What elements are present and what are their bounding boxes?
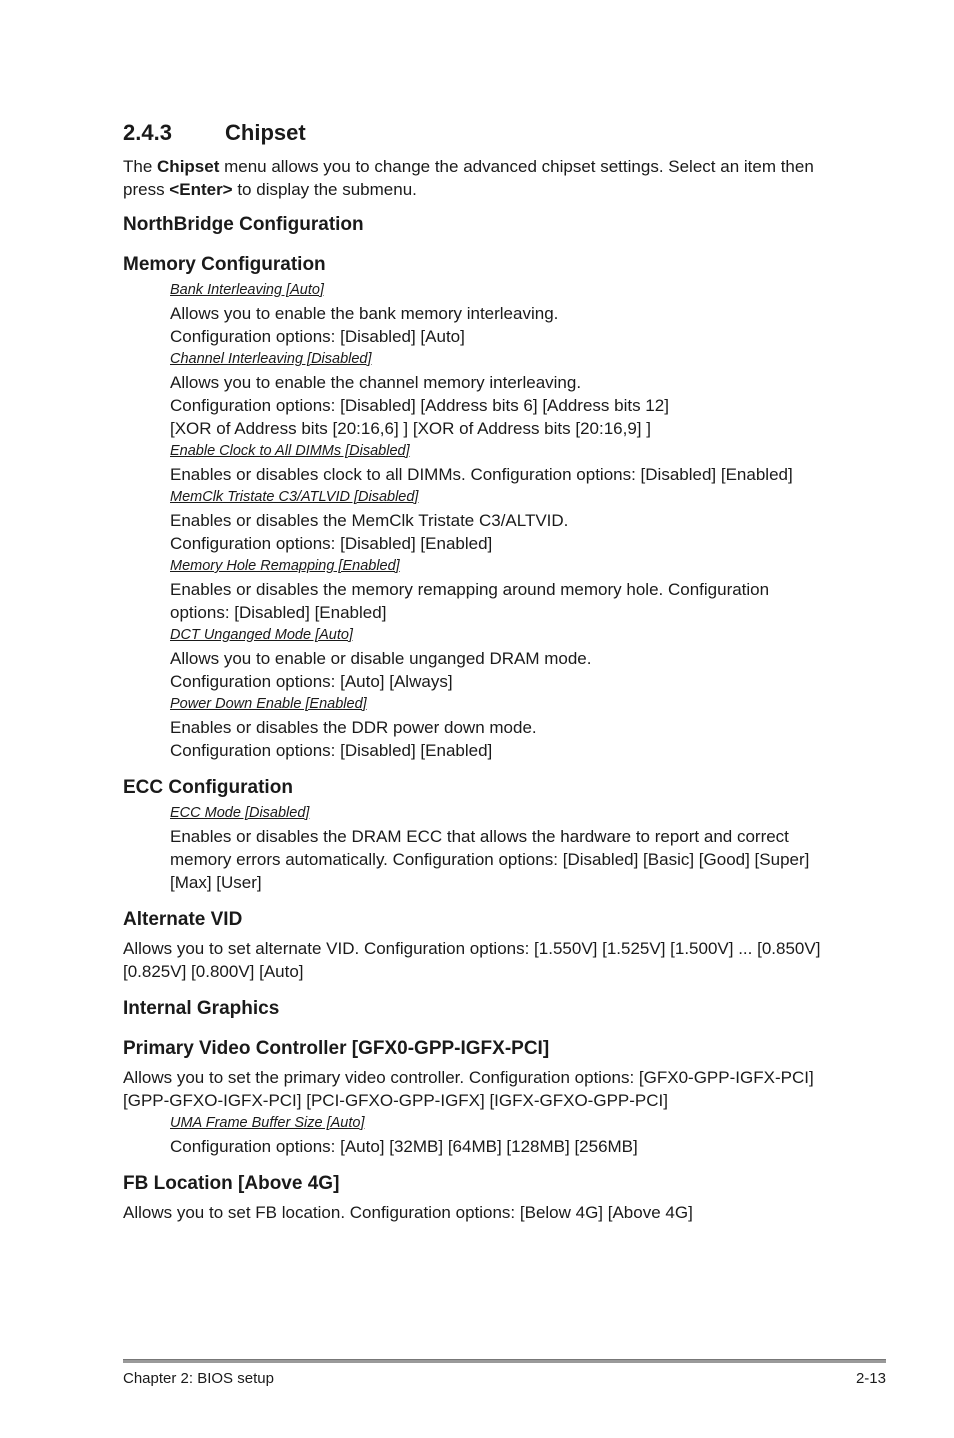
section-heading bbox=[123, 118, 835, 148]
description-line: Allows you to set alternate VID. Configuration options: [1.550V] [1.525V] [1.500V] ... [0.850V] bbox=[123, 939, 821, 958]
description-line: options: [Disabled] [Enabled] bbox=[170, 603, 387, 622]
internal-graphics-heading: Internal Graphics bbox=[123, 998, 280, 1019]
bios-option bbox=[170, 440, 835, 486]
description-line: Allows you to enable the bank memory interleaving. bbox=[170, 304, 559, 323]
description-line: Configuration options: [Disabled] [Address bits 6] [Address bits 12] bbox=[170, 396, 669, 415]
description-line: Enables or disables the memory remapping around memory hole. Configuration bbox=[170, 580, 770, 599]
ecc-config-heading: ECC Configuration bbox=[123, 777, 293, 798]
intro-text: menu allows you to change the advanced chipset settings. Select an item then press bbox=[123, 157, 814, 199]
memory-config-heading: Memory Configuration bbox=[123, 254, 326, 275]
memory-items bbox=[123, 279, 835, 762]
description-line: Enables or disables clock to all DIMMs. Configuration options: [Disabled] [Enabled] bbox=[170, 465, 793, 484]
description-line: [0.825V] [0.800V] [Auto] bbox=[123, 962, 304, 981]
description-line: Allows you to set the primary video controller. Configuration options: [GFX0-GPP-IGFX-PCI] bbox=[123, 1068, 814, 1087]
description-line: Allows you to set FB location. Configuration options: [Below 4G] [Above 4G] bbox=[123, 1203, 693, 1222]
bios-option bbox=[170, 555, 835, 624]
description-line: [Max] [User] bbox=[170, 873, 262, 892]
bios-option-title: DCT Unganged Mode [Auto] bbox=[170, 627, 353, 643]
bios-option bbox=[170, 624, 835, 693]
intro-text: The bbox=[123, 157, 158, 176]
intro-paragraph bbox=[123, 155, 835, 201]
footer-page-number: 2-13 bbox=[855, 1370, 886, 1387]
description-line: Enables or disables the DRAM ECC that allows the hardware to report and correct bbox=[170, 827, 789, 846]
description-line: Configuration options: [Disabled] [Auto] bbox=[170, 327, 465, 346]
footer-divider bbox=[123, 1359, 886, 1363]
bios-option-title: Enable Clock to All DIMMs [Disabled] bbox=[170, 443, 410, 459]
northbridge-heading: NorthBridge Configuration bbox=[123, 214, 364, 235]
bios-option-description bbox=[170, 825, 835, 894]
description-line: Allows you to enable the channel memory interleaving. bbox=[170, 373, 582, 392]
uma-items bbox=[123, 1112, 835, 1158]
section-title: Chipset bbox=[225, 120, 306, 145]
bios-option-title: Power Down Enable [Enabled] bbox=[170, 696, 367, 712]
bios-option bbox=[170, 486, 835, 555]
bios-option-title: Channel Interleaving [Disabled] bbox=[170, 351, 372, 367]
bios-option-title: UMA Frame Buffer Size [Auto] bbox=[170, 1115, 365, 1131]
bios-option-title: Bank Interleaving [Auto] bbox=[170, 282, 324, 298]
ecc-items bbox=[123, 802, 835, 894]
intro-bold-chipset: Chipset bbox=[157, 157, 220, 176]
intro-bold-enter: <Enter> bbox=[169, 180, 233, 199]
alternate-vid-description bbox=[123, 937, 835, 983]
bios-option-description bbox=[170, 302, 835, 348]
bios-option bbox=[170, 1112, 835, 1158]
bios-option-title: ECC Mode [Disabled] bbox=[170, 805, 310, 821]
bios-option-description bbox=[170, 578, 835, 624]
description-line: memory errors automatically. Configuration options: [Disabled] [Basic] [Good] [Super] bbox=[170, 850, 810, 869]
bios-option-description bbox=[170, 1135, 835, 1158]
description-line: Enables or disables the DDR power down mode. bbox=[170, 718, 537, 737]
bios-option-title: MemClk Tristate C3/ATLVID [Disabled] bbox=[170, 489, 419, 505]
description-line: Configuration options: [Disabled] [Enabled] bbox=[170, 741, 493, 760]
bios-option bbox=[170, 279, 835, 348]
description-line: Configuration options: [Disabled] [Enabled] bbox=[170, 534, 493, 553]
bios-option bbox=[170, 348, 835, 440]
intro-text: to display the submenu. bbox=[232, 180, 417, 199]
bios-option-description bbox=[170, 509, 835, 555]
fb-location-description bbox=[123, 1201, 835, 1224]
section-number: 2.4.3 bbox=[123, 120, 172, 145]
bios-option bbox=[170, 693, 835, 762]
footer-chapter: Chapter 2: BIOS setup bbox=[123, 1370, 274, 1387]
bios-option-description bbox=[170, 647, 835, 693]
description-line: [XOR of Address bits [20:16,6] ] [XOR of Address bits [20:16,9] ] bbox=[170, 419, 651, 438]
description-line: Configuration options: [Auto] [Always] bbox=[170, 672, 453, 691]
bios-option-title: Memory Hole Remapping [Enabled] bbox=[170, 558, 400, 574]
bios-option bbox=[170, 802, 835, 894]
page-footer bbox=[123, 1359, 886, 1387]
alternate-vid-heading: Alternate VID bbox=[123, 909, 243, 930]
description-line: Enables or disables the MemClk Tristate C3/ALTVID. bbox=[170, 511, 569, 530]
primary-video-description bbox=[123, 1066, 835, 1112]
description-line: [GPP-GFXO-IGFX-PCI] [PCI-GFXO-GPP-IGFX] [IGFX-GFXO-GPP-PCI] bbox=[123, 1091, 668, 1110]
bios-option-description bbox=[170, 716, 835, 762]
primary-video-heading: Primary Video Controller [GFX0-GPP-IGFX-PCI] bbox=[123, 1038, 550, 1059]
bios-option-description bbox=[170, 371, 835, 440]
fb-location-heading: FB Location [Above 4G] bbox=[123, 1173, 340, 1194]
bios-option-description bbox=[170, 463, 835, 486]
description-line: Configuration options: [Auto] [32MB] [64MB] [128MB] [256MB] bbox=[170, 1137, 638, 1156]
description-line: Allows you to enable or disable unganged DRAM mode. bbox=[170, 649, 592, 668]
manual-page bbox=[123, 118, 835, 1224]
